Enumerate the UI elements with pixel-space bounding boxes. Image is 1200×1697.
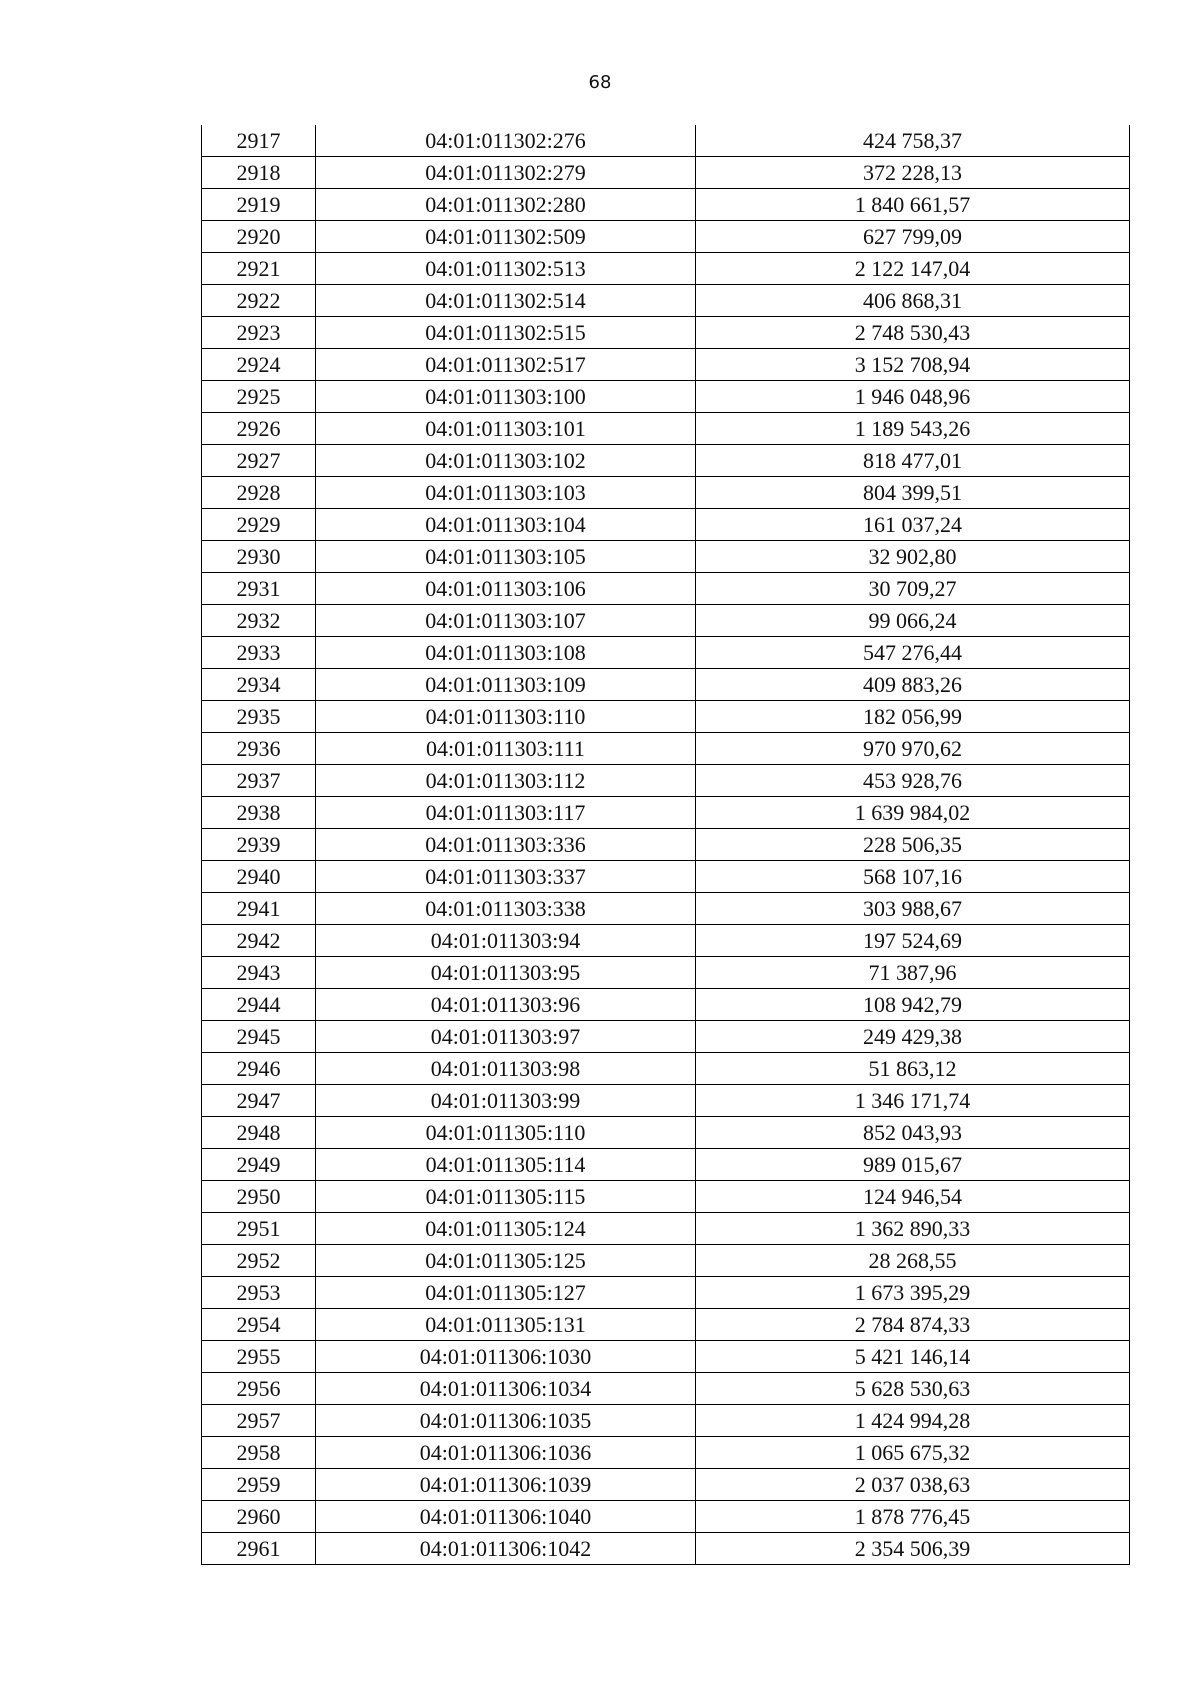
cadastral-value-cell: 124 946,54: [696, 1181, 1130, 1213]
row-number-cell: 2918: [202, 157, 316, 189]
table-row: [202, 605, 1130, 637]
cadastral-value-cell: 989 015,67: [696, 1149, 1130, 1181]
row-number-cell: 2956: [202, 1373, 316, 1405]
table-row: [202, 765, 1130, 797]
table-row: [202, 381, 1130, 413]
row-number-cell: 2924: [202, 349, 316, 381]
row-number-cell: 2951: [202, 1213, 316, 1245]
cadastral-value-cell: 852 043,93: [696, 1117, 1130, 1149]
row-number-cell: 2958: [202, 1437, 316, 1469]
cadastral-number-cell: 04:01:011305:131: [316, 1309, 696, 1341]
cadastral-number-cell: 04:01:011303:112: [316, 765, 696, 797]
table-row: [202, 1501, 1130, 1533]
row-number-cell: 2920: [202, 221, 316, 253]
cadastral-number-cell: 04:01:011303:111: [316, 733, 696, 765]
cadastral-number-cell: 04:01:011303:337: [316, 861, 696, 893]
row-number-cell: 2925: [202, 381, 316, 413]
table-row: [202, 253, 1130, 285]
row-number-cell: 2938: [202, 797, 316, 829]
cadastral-number-cell: 04:01:011303:101: [316, 413, 696, 445]
table-row: [202, 797, 1130, 829]
row-number-cell: 2942: [202, 925, 316, 957]
cadastral-value-cell: 1 639 984,02: [696, 797, 1130, 829]
cadastral-value-cell: 228 506,35: [696, 829, 1130, 861]
cadastral-value-cell: 1 362 890,33: [696, 1213, 1130, 1245]
table-row: [202, 317, 1130, 349]
cadastral-value-cell: 547 276,44: [696, 637, 1130, 669]
cadastral-number-cell: 04:01:011306:1030: [316, 1341, 696, 1373]
table-row: [202, 1149, 1130, 1181]
cadastral-number-cell: 04:01:011303:103: [316, 477, 696, 509]
table-row: [202, 989, 1130, 1021]
cadastral-value-cell: 406 868,31: [696, 285, 1130, 317]
table-row: [202, 1309, 1130, 1341]
table-row: [202, 285, 1130, 317]
table-row: [202, 573, 1130, 605]
row-number-cell: 2954: [202, 1309, 316, 1341]
table-row: [202, 1437, 1130, 1469]
cadastral-number-cell: 04:01:011302:509: [316, 221, 696, 253]
cadastral-number-cell: 04:01:011302:515: [316, 317, 696, 349]
cadastral-number-cell: 04:01:011305:114: [316, 1149, 696, 1181]
cadastral-value-cell: 627 799,09: [696, 221, 1130, 253]
cadastral-value-cell: 5 628 530,63: [696, 1373, 1130, 1405]
row-number-cell: 2957: [202, 1405, 316, 1437]
table-row: [202, 861, 1130, 893]
cadastral-number-cell: 04:01:011306:1042: [316, 1533, 696, 1565]
row-number-cell: 2917: [202, 125, 316, 157]
row-number-cell: 2929: [202, 509, 316, 541]
cadastral-number-cell: 04:01:011306:1035: [316, 1405, 696, 1437]
cadastral-number-cell: 04:01:011303:98: [316, 1053, 696, 1085]
cadastral-value-cell: 1 673 395,29: [696, 1277, 1130, 1309]
cadastral-number-cell: 04:01:011303:94: [316, 925, 696, 957]
cadastral-number-cell: 04:01:011306:1036: [316, 1437, 696, 1469]
table-row: [202, 1245, 1130, 1277]
row-number-cell: 2947: [202, 1085, 316, 1117]
row-number-cell: 2922: [202, 285, 316, 317]
cadastral-value-cell: 30 709,27: [696, 573, 1130, 605]
row-number-cell: 2960: [202, 1501, 316, 1533]
cadastral-value-cell: 71 387,96: [696, 957, 1130, 989]
table-row: [202, 413, 1130, 445]
table-row: [202, 1405, 1130, 1437]
page-number: 68: [588, 72, 612, 93]
table-row: [202, 1117, 1130, 1149]
table-row: [202, 157, 1130, 189]
table-row: [202, 541, 1130, 573]
table-row: [202, 893, 1130, 925]
cadastral-number-cell: 04:01:011303:338: [316, 893, 696, 925]
cadastral-value-cell: 818 477,01: [696, 445, 1130, 477]
row-number-cell: 2919: [202, 189, 316, 221]
table-row: [202, 189, 1130, 221]
row-number-cell: 2939: [202, 829, 316, 861]
row-number-cell: 2955: [202, 1341, 316, 1373]
row-number-cell: 2931: [202, 573, 316, 605]
table-row: [202, 125, 1130, 157]
cadastral-value-cell: 197 524,69: [696, 925, 1130, 957]
cadastral-value-cell: 424 758,37: [696, 125, 1130, 157]
cadastral-number-cell: 04:01:011303:102: [316, 445, 696, 477]
table-row: [202, 1053, 1130, 1085]
cadastral-number-cell: 04:01:011305:115: [316, 1181, 696, 1213]
row-number-cell: 2921: [202, 253, 316, 285]
row-number-cell: 2923: [202, 317, 316, 349]
table-row: [202, 1085, 1130, 1117]
table-row: [202, 957, 1130, 989]
cadastral-value-cell: 568 107,16: [696, 861, 1130, 893]
row-number-cell: 2936: [202, 733, 316, 765]
cadastral-value-cell: 3 152 708,94: [696, 349, 1130, 381]
table-row: [202, 1373, 1130, 1405]
row-number-cell: 2937: [202, 765, 316, 797]
cadastral-value-cell: 51 863,12: [696, 1053, 1130, 1085]
table-row: [202, 637, 1130, 669]
row-number-cell: 2948: [202, 1117, 316, 1149]
cadastral-value-cell: 1 065 675,32: [696, 1437, 1130, 1469]
table-row: [202, 733, 1130, 765]
cadastral-value-cell: 1 424 994,28: [696, 1405, 1130, 1437]
cadastral-number-cell: 04:01:011305:110: [316, 1117, 696, 1149]
cadastral-value-cell: 32 902,80: [696, 541, 1130, 573]
table-row: [202, 1533, 1130, 1565]
row-number-cell: 2961: [202, 1533, 316, 1565]
cadastral-value-cell: 182 056,99: [696, 701, 1130, 733]
cadastral-value-cell: 1 878 776,45: [696, 1501, 1130, 1533]
row-number-cell: 2946: [202, 1053, 316, 1085]
cadastral-number-cell: 04:01:011303:105: [316, 541, 696, 573]
row-number-cell: 2949: [202, 1149, 316, 1181]
cadastral-value-table: [201, 125, 1130, 1565]
row-number-cell: 2927: [202, 445, 316, 477]
cadastral-number-cell: 04:01:011303:97: [316, 1021, 696, 1053]
table-row: [202, 1213, 1130, 1245]
table-row: [202, 221, 1130, 253]
cadastral-number-cell: 04:01:011303:100: [316, 381, 696, 413]
table-row: [202, 349, 1130, 381]
row-number-cell: 2950: [202, 1181, 316, 1213]
row-number-cell: 2952: [202, 1245, 316, 1277]
cadastral-value-cell: 2 122 147,04: [696, 253, 1130, 285]
cadastral-number-cell: 04:01:011305:125: [316, 1245, 696, 1277]
cadastral-number-cell: 04:01:011302:513: [316, 253, 696, 285]
table-body: [202, 125, 1130, 1565]
cadastral-value-cell: 372 228,13: [696, 157, 1130, 189]
cadastral-value-cell: 161 037,24: [696, 509, 1130, 541]
cadastral-number-cell: 04:01:011303:108: [316, 637, 696, 669]
row-number-cell: 2959: [202, 1469, 316, 1501]
cadastral-value-cell: 409 883,26: [696, 669, 1130, 701]
table-row: [202, 1021, 1130, 1053]
cadastral-number-cell: 04:01:011303:110: [316, 701, 696, 733]
row-number-cell: 2934: [202, 669, 316, 701]
cadastral-number-cell: 04:01:011303:117: [316, 797, 696, 829]
cadastral-value-cell: 1 946 048,96: [696, 381, 1130, 413]
cadastral-value-cell: 1 346 171,74: [696, 1085, 1130, 1117]
table-row: [202, 1277, 1130, 1309]
cadastral-number-cell: 04:01:011305:127: [316, 1277, 696, 1309]
table-row: [202, 829, 1130, 861]
cadastral-value-cell: 108 942,79: [696, 989, 1130, 1021]
table-row: [202, 509, 1130, 541]
cadastral-value-cell: 453 928,76: [696, 765, 1130, 797]
cadastral-number-cell: 04:01:011302:279: [316, 157, 696, 189]
cadastral-value-cell: 2 784 874,33: [696, 1309, 1130, 1341]
row-number-cell: 2935: [202, 701, 316, 733]
row-number-cell: 2933: [202, 637, 316, 669]
cadastral-value-cell: 970 970,62: [696, 733, 1130, 765]
table-row: [202, 701, 1130, 733]
table-row: [202, 1181, 1130, 1213]
cadastral-value-cell: 804 399,51: [696, 477, 1130, 509]
cadastral-value-cell: 249 429,38: [696, 1021, 1130, 1053]
row-number-cell: 2940: [202, 861, 316, 893]
cadastral-value-cell: 2 748 530,43: [696, 317, 1130, 349]
table-row: [202, 1341, 1130, 1373]
table-row: [202, 925, 1130, 957]
cadastral-value-cell: 99 066,24: [696, 605, 1130, 637]
cadastral-value-cell: 28 268,55: [696, 1245, 1130, 1277]
cadastral-value-cell: 1 189 543,26: [696, 413, 1130, 445]
cadastral-value-cell: 2 354 506,39: [696, 1533, 1130, 1565]
cadastral-number-cell: 04:01:011306:1040: [316, 1501, 696, 1533]
cadastral-number-cell: 04:01:011302:517: [316, 349, 696, 381]
cadastral-number-cell: 04:01:011303:106: [316, 573, 696, 605]
cadastral-number-cell: 04:01:011303:99: [316, 1085, 696, 1117]
cadastral-number-cell: 04:01:011302:280: [316, 189, 696, 221]
cadastral-number-cell: 04:01:011302:514: [316, 285, 696, 317]
row-number-cell: 2941: [202, 893, 316, 925]
cadastral-number-cell: 04:01:011303:96: [316, 989, 696, 1021]
row-number-cell: 2932: [202, 605, 316, 637]
cadastral-number-cell: 04:01:011303:107: [316, 605, 696, 637]
cadastral-number-cell: 04:01:011303:95: [316, 957, 696, 989]
row-number-cell: 2945: [202, 1021, 316, 1053]
row-number-cell: 2953: [202, 1277, 316, 1309]
table-row: [202, 669, 1130, 701]
cadastral-value-cell: 1 840 661,57: [696, 189, 1130, 221]
cadastral-number-cell: 04:01:011306:1039: [316, 1469, 696, 1501]
row-number-cell: 2943: [202, 957, 316, 989]
table-row: [202, 445, 1130, 477]
row-number-cell: 2926: [202, 413, 316, 445]
cadastral-value-cell: 303 988,67: [696, 893, 1130, 925]
cadastral-number-cell: 04:01:011303:109: [316, 669, 696, 701]
cadastral-number-cell: 04:01:011306:1034: [316, 1373, 696, 1405]
row-number-cell: 2944: [202, 989, 316, 1021]
cadastral-value-cell: 5 421 146,14: [696, 1341, 1130, 1373]
cadastral-number-cell: 04:01:011302:276: [316, 125, 696, 157]
cadastral-number-cell: 04:01:011303:336: [316, 829, 696, 861]
table-row: [202, 1469, 1130, 1501]
row-number-cell: 2930: [202, 541, 316, 573]
table-row: [202, 477, 1130, 509]
cadastral-number-cell: 04:01:011305:124: [316, 1213, 696, 1245]
row-number-cell: 2928: [202, 477, 316, 509]
cadastral-number-cell: 04:01:011303:104: [316, 509, 696, 541]
cadastral-value-cell: 2 037 038,63: [696, 1469, 1130, 1501]
